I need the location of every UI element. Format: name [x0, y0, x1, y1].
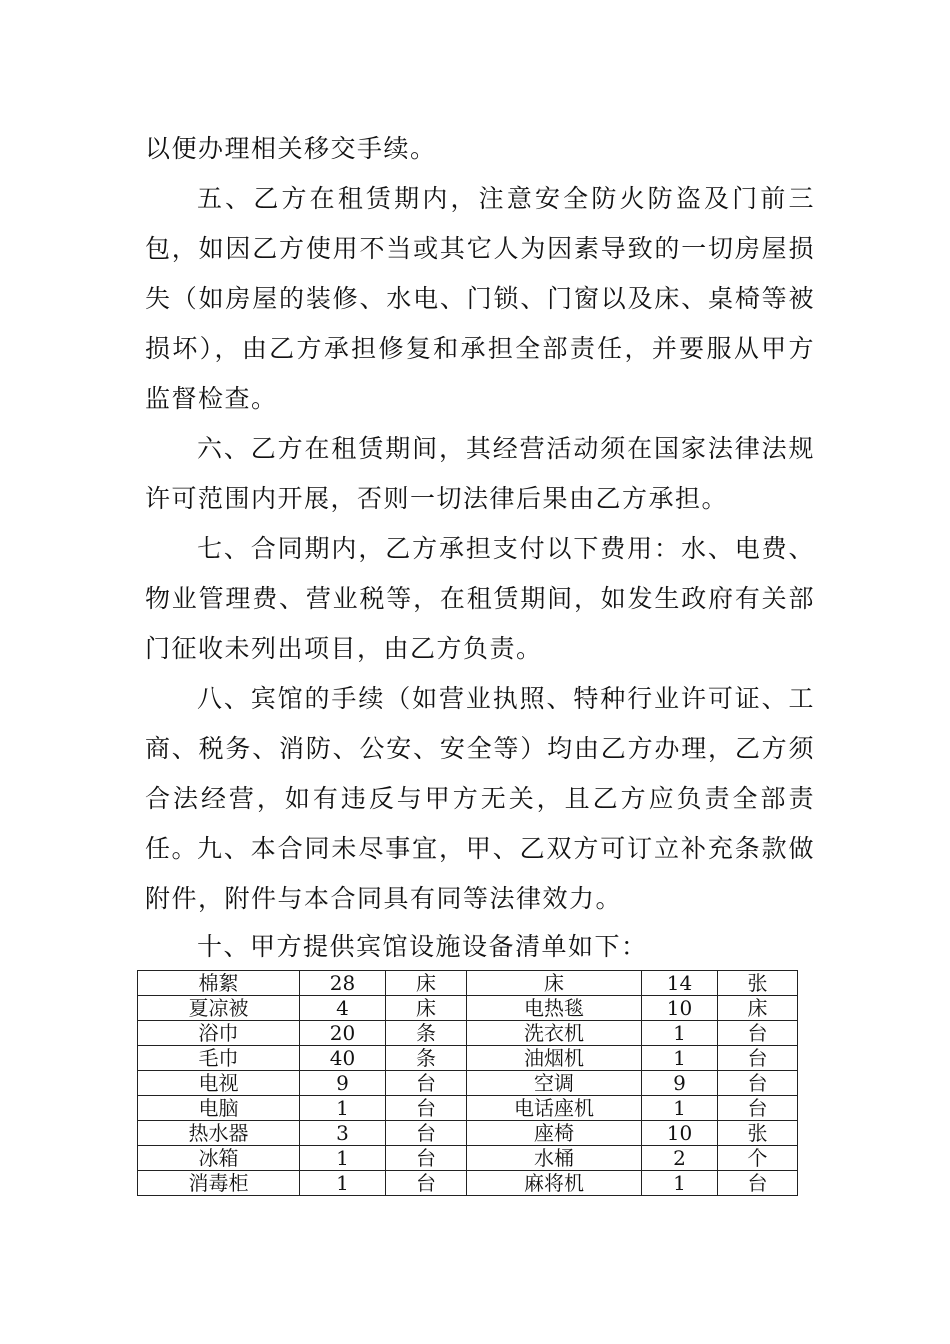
table-cell-item-name: 浴巾 [138, 1021, 300, 1046]
table-cell-item-name: 油烟机 [467, 1046, 642, 1071]
table-cell-item-unit: 台 [718, 1046, 798, 1071]
table-cell-item-unit: 台 [718, 1021, 798, 1046]
clause-10: 十、甲方提供宾馆设施设备清单如下： [197, 932, 648, 961]
table-cell-item-quantity: 9 [642, 1071, 718, 1096]
table-row [138, 996, 798, 1021]
table-row [138, 1121, 798, 1146]
table-cell-item-unit: 台 [386, 1171, 467, 1196]
table-row [138, 1046, 798, 1071]
table-cell-item-quantity: 9 [300, 1071, 386, 1096]
table-cell-item-name: 麻将机 [467, 1171, 642, 1196]
table-cell-item-unit: 个 [718, 1146, 798, 1171]
table-row [138, 1171, 798, 1196]
table-row [138, 1021, 798, 1046]
table-cell-item-quantity: 1 [642, 1021, 718, 1046]
table-cell-item-name: 空调 [467, 1071, 642, 1096]
table-cell-item-name: 水桶 [467, 1146, 642, 1171]
table-cell-item-name: 消毒柜 [138, 1171, 300, 1196]
table-cell-item-name: 热水器 [138, 1121, 300, 1146]
table-cell-item-unit: 台 [386, 1071, 467, 1096]
table-cell-item-unit: 台 [718, 1171, 798, 1196]
table-cell-item-name: 电视 [138, 1071, 300, 1096]
clause-6: 六、乙方在租赁期间，其经营活动须在国家法律法规许可范围内开展，否则一切法律后果由乙方承担。 [145, 434, 815, 513]
table-cell-item-name: 冰箱 [138, 1146, 300, 1171]
table-cell-item-unit: 张 [718, 1121, 798, 1146]
table-cell-item-quantity: 14 [642, 971, 718, 996]
table-cell-item-quantity: 10 [642, 1121, 718, 1146]
table-cell-item-quantity: 1 [300, 1146, 386, 1171]
table-cell-item-quantity: 1 [300, 1171, 386, 1196]
table-cell-item-name: 洗衣机 [467, 1021, 642, 1046]
table-cell-item-name: 夏凉被 [138, 996, 300, 1021]
table-cell-item-name: 床 [467, 971, 642, 996]
clause-5: 五、乙方在租赁期内，注意安全防火防盗及门前三包，如因乙方使用不当或其它人为因素导致的一切房屋损失（如房屋的装修、水电、门锁、门窗以及床、桌椅等被损坏），由乙方承担修复和承担全部责任，并要服从甲方监督检查。 [145, 184, 815, 413]
table-cell-item-quantity: 3 [300, 1121, 386, 1146]
table-cell-item-unit: 台 [386, 1096, 467, 1121]
table-cell-item-unit: 条 [386, 1021, 467, 1046]
table-cell-item-unit: 台 [386, 1146, 467, 1171]
paragraph-continuation: 以便办理相关移交手续。 [145, 134, 437, 163]
table-cell-item-name: 毛巾 [138, 1046, 300, 1071]
clause-8: 八、宾馆的手续（如营业执照、特种行业许可证、工商、税务、消防、公安、安全等）均由乙方办理，乙方须合法经营，如有违反与甲方无关，且乙方应负责全部责任。 [145, 684, 815, 863]
table-cell-item-quantity: 1 [642, 1096, 718, 1121]
table-cell-item-quantity: 4 [300, 996, 386, 1021]
table-row [138, 971, 798, 996]
table-cell-item-name: 电话座机 [467, 1096, 642, 1121]
table-cell-item-name: 棉絮 [138, 971, 300, 996]
table-cell-item-unit: 条 [386, 1046, 467, 1071]
table-row [138, 1146, 798, 1171]
equipment-table [137, 970, 798, 1196]
table-cell-item-unit: 床 [386, 971, 467, 996]
table-row [138, 1071, 798, 1096]
clause-9: 九、本合同未尽事宜，甲、乙双方可订立补充条款做附件，附件与本合同具有同等法律效力。 [145, 834, 815, 913]
table-cell-item-quantity: 10 [642, 996, 718, 1021]
table-cell-item-unit: 台 [718, 1096, 798, 1121]
table-cell-item-quantity: 28 [300, 971, 386, 996]
table-row [138, 1096, 798, 1121]
table-cell-item-unit: 张 [718, 971, 798, 996]
table-cell-item-quantity: 1 [642, 1046, 718, 1071]
table-cell-item-quantity: 1 [300, 1096, 386, 1121]
table-cell-item-unit: 台 [718, 1071, 798, 1096]
table-cell-item-name: 电脑 [138, 1096, 300, 1121]
table-cell-item-quantity: 40 [300, 1046, 386, 1071]
table-cell-item-name: 座椅 [467, 1121, 642, 1146]
table-cell-item-quantity: 1 [642, 1171, 718, 1196]
table-cell-item-unit: 床 [386, 996, 467, 1021]
table-cell-item-name: 电热毯 [467, 996, 642, 1021]
table-cell-item-quantity: 2 [642, 1146, 718, 1171]
table-cell-item-unit: 床 [718, 996, 798, 1021]
table-cell-item-quantity: 20 [300, 1021, 386, 1046]
table-cell-item-unit: 台 [386, 1121, 467, 1146]
equipment-table-body [138, 971, 798, 1196]
clause-7: 七、合同期内，乙方承担支付以下费用：水、电费、物业管理费、营业税等，在租赁期间，如发生政府有关部门征收未列出项目，由乙方负责。 [145, 534, 815, 663]
